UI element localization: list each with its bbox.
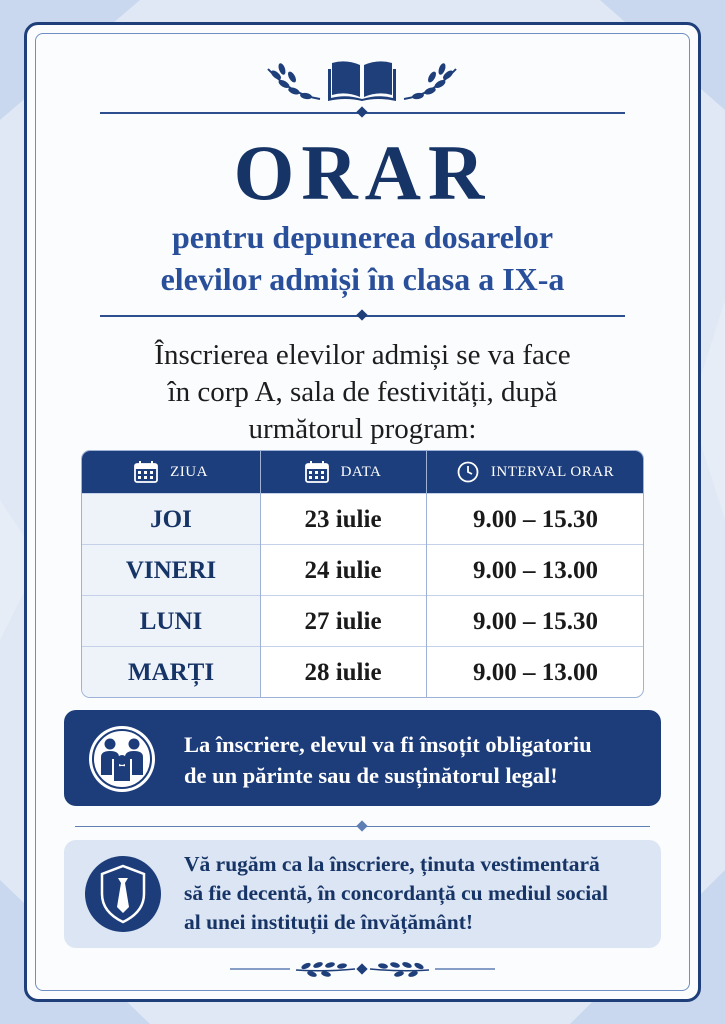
parent-notice-line-2: de un părinte sau de susținătorul legal! — [184, 763, 558, 788]
header-date-label: DATA — [340, 463, 382, 480]
page-subtitle — [0, 216, 725, 300]
calendar-icon — [134, 461, 158, 483]
row-day: VINERI — [82, 545, 260, 596]
subtitle-line-2: elevilor admiși în clasa a IX-a — [160, 261, 565, 297]
row-day: LUNI — [82, 596, 260, 647]
table-header — [82, 451, 643, 493]
row-interval: 9.00 – 13.00 — [473, 658, 598, 686]
parent-notice-text — [184, 729, 654, 791]
header-interval — [426, 451, 644, 493]
dress-code-line-2: să fie decentă, în concordanță cu mediul social — [184, 881, 609, 905]
dress-code-notice — [64, 840, 661, 948]
header-interval-label: INTERVAL ORAR — [490, 463, 615, 480]
calendar-icon — [305, 461, 329, 483]
page-title: ORAR — [233, 129, 492, 216]
intro-text — [0, 337, 725, 448]
clock-icon — [457, 461, 479, 483]
row-day: MARȚI — [82, 647, 260, 698]
schedule-table — [81, 450, 644, 698]
family-icon — [86, 723, 158, 795]
column-divider — [260, 451, 261, 697]
intro-line-2: în corp A, sala de festivități, după — [167, 376, 558, 408]
row-date: 24 iulie — [304, 556, 382, 584]
table-row — [82, 646, 643, 698]
column-divider — [426, 451, 427, 697]
bottom-laurel-ornament — [230, 958, 495, 980]
row-interval: 9.00 – 13.00 — [473, 556, 598, 584]
table-row — [82, 493, 643, 545]
row-date: 23 iulie — [304, 505, 382, 533]
table-row — [82, 595, 643, 647]
shield-tie-icon — [84, 852, 162, 936]
header-day — [82, 451, 260, 493]
parent-notice — [64, 710, 661, 806]
row-interval: 9.00 – 15.30 — [473, 505, 598, 533]
dress-code-line-1: Vă rugăm ca la înscriere, ținuta vestimentară — [184, 852, 600, 876]
row-day: JOI — [82, 494, 260, 545]
row-date: 28 iulie — [304, 658, 382, 686]
dress-code-line-3: al unei instituții de învățământ! — [184, 910, 474, 934]
row-interval: 9.00 – 15.30 — [473, 607, 598, 635]
subtitle-line-1: pentru depunerea dosarelor — [171, 219, 554, 255]
book-laurel-ornament — [262, 55, 462, 107]
header-day-label: ZIUA — [170, 463, 208, 480]
intro-line-3: următorul program: — [248, 413, 477, 445]
header-date — [260, 451, 426, 493]
parent-notice-line-1: La înscriere, elevul va fi însoțit obligatoriu — [184, 732, 592, 757]
table-row — [82, 544, 643, 596]
dress-code-text — [184, 850, 654, 937]
intro-line-1: Înscrierea elevilor admiși se va face — [154, 339, 571, 371]
row-date: 27 iulie — [304, 607, 382, 635]
